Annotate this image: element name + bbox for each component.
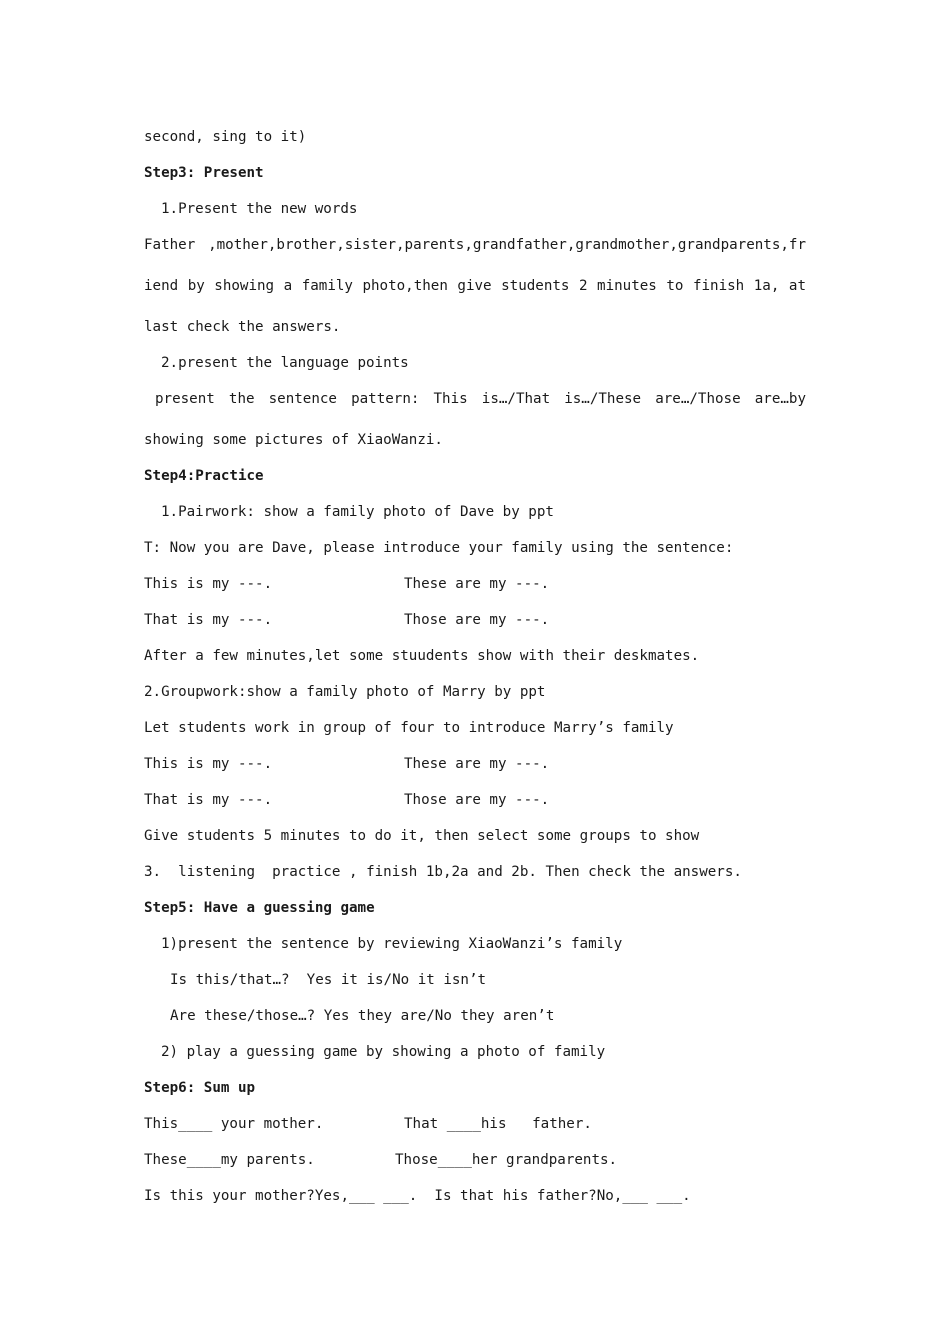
exercise-line: These____my parents. bbox=[144, 1152, 315, 1168]
text-line: Father ,mother,brother,sister,parents,grandfather,grandmother,grandparents,fr bbox=[144, 237, 806, 253]
sentence-pattern: These are my ---. bbox=[404, 756, 550, 772]
text-line: T: Now you are Dave, please introduce your family using the sentence: bbox=[144, 540, 734, 556]
exercise-line: Those____her grandparents. bbox=[395, 1152, 618, 1168]
text-line: 1.Pairwork: show a family photo of Dave by ppt bbox=[161, 504, 554, 520]
text-line: Is this/that…? Yes it is/No it isn’t bbox=[170, 972, 487, 988]
sentence-pattern: That is my ---. bbox=[144, 792, 273, 808]
text-line: second, sing to it) bbox=[144, 129, 307, 145]
text-line: showing some pictures of XiaoWanzi. bbox=[144, 432, 443, 448]
sentence-pattern: This is my ---. bbox=[144, 576, 273, 592]
text-line: Give students 5 minutes to do it, then select some groups to show bbox=[144, 828, 700, 844]
text-line: last check the answers. bbox=[144, 319, 341, 335]
text-line: 2.present the language points bbox=[161, 355, 409, 371]
section-heading-step3: Step3: Present bbox=[144, 165, 264, 181]
text-line: present the sentence pattern: This is…/That is…/These are…/Those are…by bbox=[155, 391, 806, 407]
sentence-pattern: This is my ---. bbox=[144, 756, 273, 772]
text-line: 2.Groupwork:show a family photo of Marry by ppt bbox=[144, 684, 546, 700]
text-line: Are these/those…? Yes they are/No they aren’t bbox=[170, 1008, 555, 1024]
sentence-pattern: That is my ---. bbox=[144, 612, 273, 628]
text-line: 3. listening practice , finish 1b,2a and 2b. Then check the answers. bbox=[144, 864, 742, 880]
exercise-line: This____ your mother. bbox=[144, 1116, 324, 1132]
exercise-line: That ____his father. bbox=[404, 1116, 592, 1132]
text-line: After a few minutes,let some stuudents show with their deskmates. bbox=[144, 648, 700, 664]
text-line: 1)present the sentence by reviewing XiaoWanzi’s family bbox=[161, 936, 623, 952]
sentence-pattern: Those are my ---. bbox=[404, 612, 550, 628]
text-line: 2) play a guessing game by showing a photo of family bbox=[161, 1044, 606, 1060]
section-heading-step5: Step5: Have a guessing game bbox=[144, 900, 375, 916]
sentence-pattern: These are my ---. bbox=[404, 576, 550, 592]
exercise-line: Is this your mother?Yes,___ ___. Is that his father?No,___ ___. bbox=[144, 1188, 691, 1204]
text-line: Let students work in group of four to introduce Marry’s family bbox=[144, 720, 674, 736]
section-heading-step4: Step4:Practice bbox=[144, 468, 264, 484]
text-line: 1.Present the new words bbox=[161, 201, 358, 217]
text-line: iend by showing a family photo,then give students 2 minutes to finish 1a, at bbox=[144, 278, 806, 294]
section-heading-step6: Step6: Sum up bbox=[144, 1080, 256, 1096]
sentence-pattern: Those are my ---. bbox=[404, 792, 550, 808]
